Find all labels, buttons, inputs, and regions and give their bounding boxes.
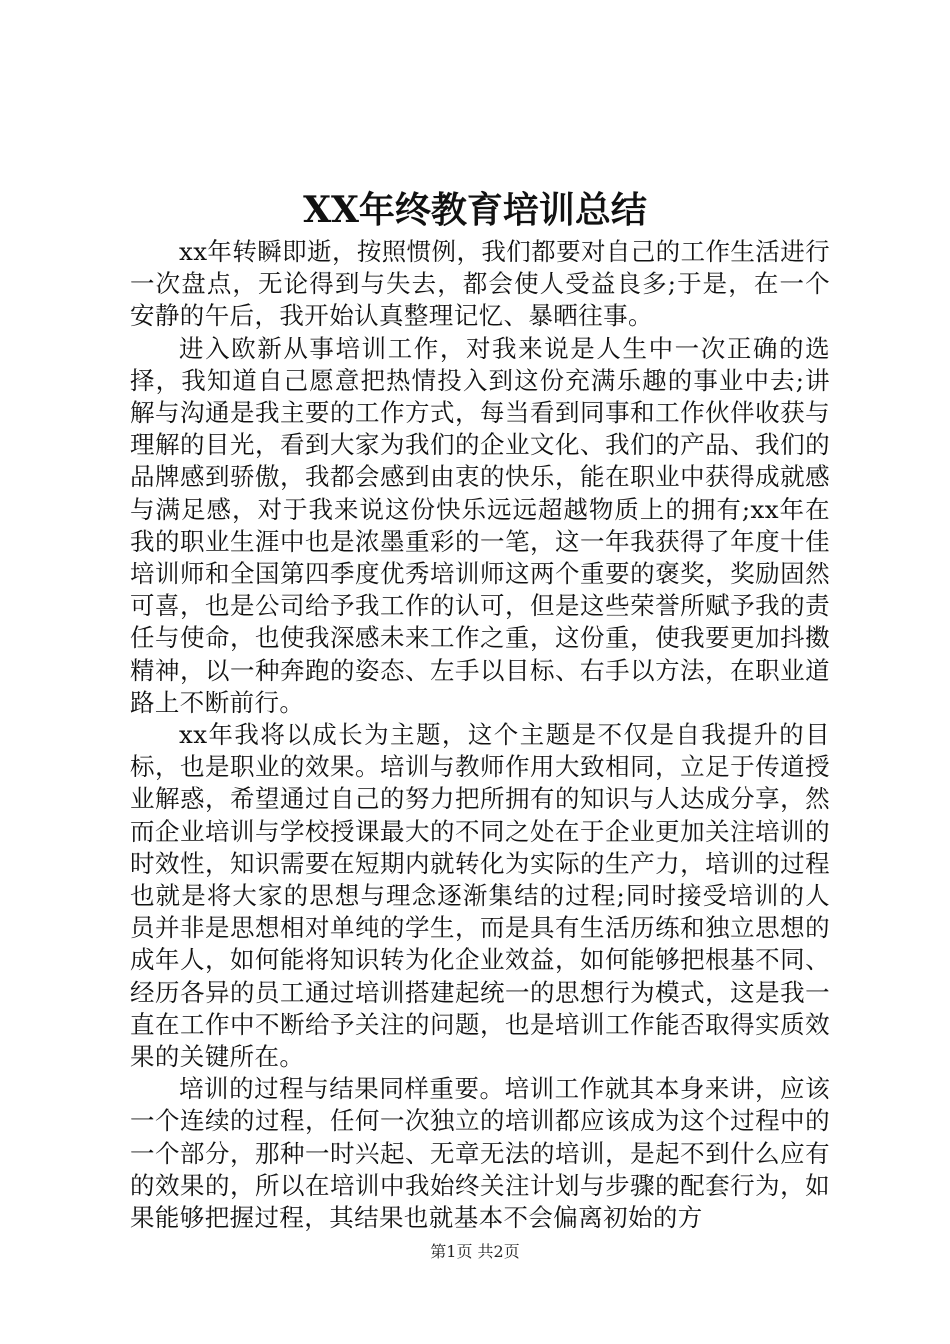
paragraph: xx年转瞬即逝，按照惯例，我们都要对自己的工作生活进行一次盘点，无论得到与失去，都会使人受益良多;于是，在一个安静的午后，我开始认真整理记忆、暴晒往事。: [130, 237, 830, 331]
paragraph: xx年我将以成长为主题，这个主题是不仅是自我提升的目标，也是职业的效果。培训与教师作用大致相同，立足于传道授业解惑，希望通过自己的努力把所拥有的知识与人达成分享，然而企业培训与学校授课最大的不同之处在于企业更加关注培训的时效性，知识需要在短期内就转化为实际的生产力，培训的过程也就是将大家的思想与理念逐渐集结的过程;同时接受培训的人员并非是思想相对单纯的学生，而是具有生活历练和独立思想的成年人，如何能将知识转为化企业效益，如何能够把根基不同、经历各异的员工通过培训搭建起统一的思想行为模式，这是我一直在工作中不断给予关注的问题，也是培训工作能否取得实质效果的关键所在。: [130, 720, 830, 1072]
page-number-footer: 第1页 共2页: [430, 1242, 520, 1261]
document-body: [130, 236, 830, 1234]
document-title: XX年终教育培训总结: [303, 189, 647, 231]
paragraph: 培训的过程与结果同样重要。培训工作就其本身来讲，应该一个连续的过程，任何一次独立的培训都应该成为这个过程中的一个部分，那种一时兴起、无章无法的培训，是起不到什么应有的效果的，所以在培训中我始终关注计划与步骤的配套行为，如果能够把握过程，其结果也就基本不会偏离初始的方: [130, 1074, 830, 1233]
paragraph: 进入欧新从事培训工作，对我来说是人生中一次正确的选择，我知道自己愿意把热情投入到这份充满乐趣的事业中去;讲解与沟通是我主要的工作方式，每当看到同事和工作伙伴收获与理解的目光，看到大家为我们的企业文化、我们的产品、我们的品牌感到骄傲，我都会感到由衷的快乐，能在职业中获得成就感与满足感，对于我来说这份快乐远远超越物质上的拥有;xx年在我的职业生涯中也是浓墨重彩的一笔，这一年我获得了年度十佳培训师和全国第四季度优秀培训师这两个重要的褒奖，奖励固然可喜，也是公司给予我工作的认可，但是这些荣誉所赋予我的责任与使命，也使我深感未来工作之重，这份重，使我要更加抖擞精神，以一种奔跑的姿态、左手以目标、右手以方法，在职业道路上不断前行。: [130, 333, 830, 717]
